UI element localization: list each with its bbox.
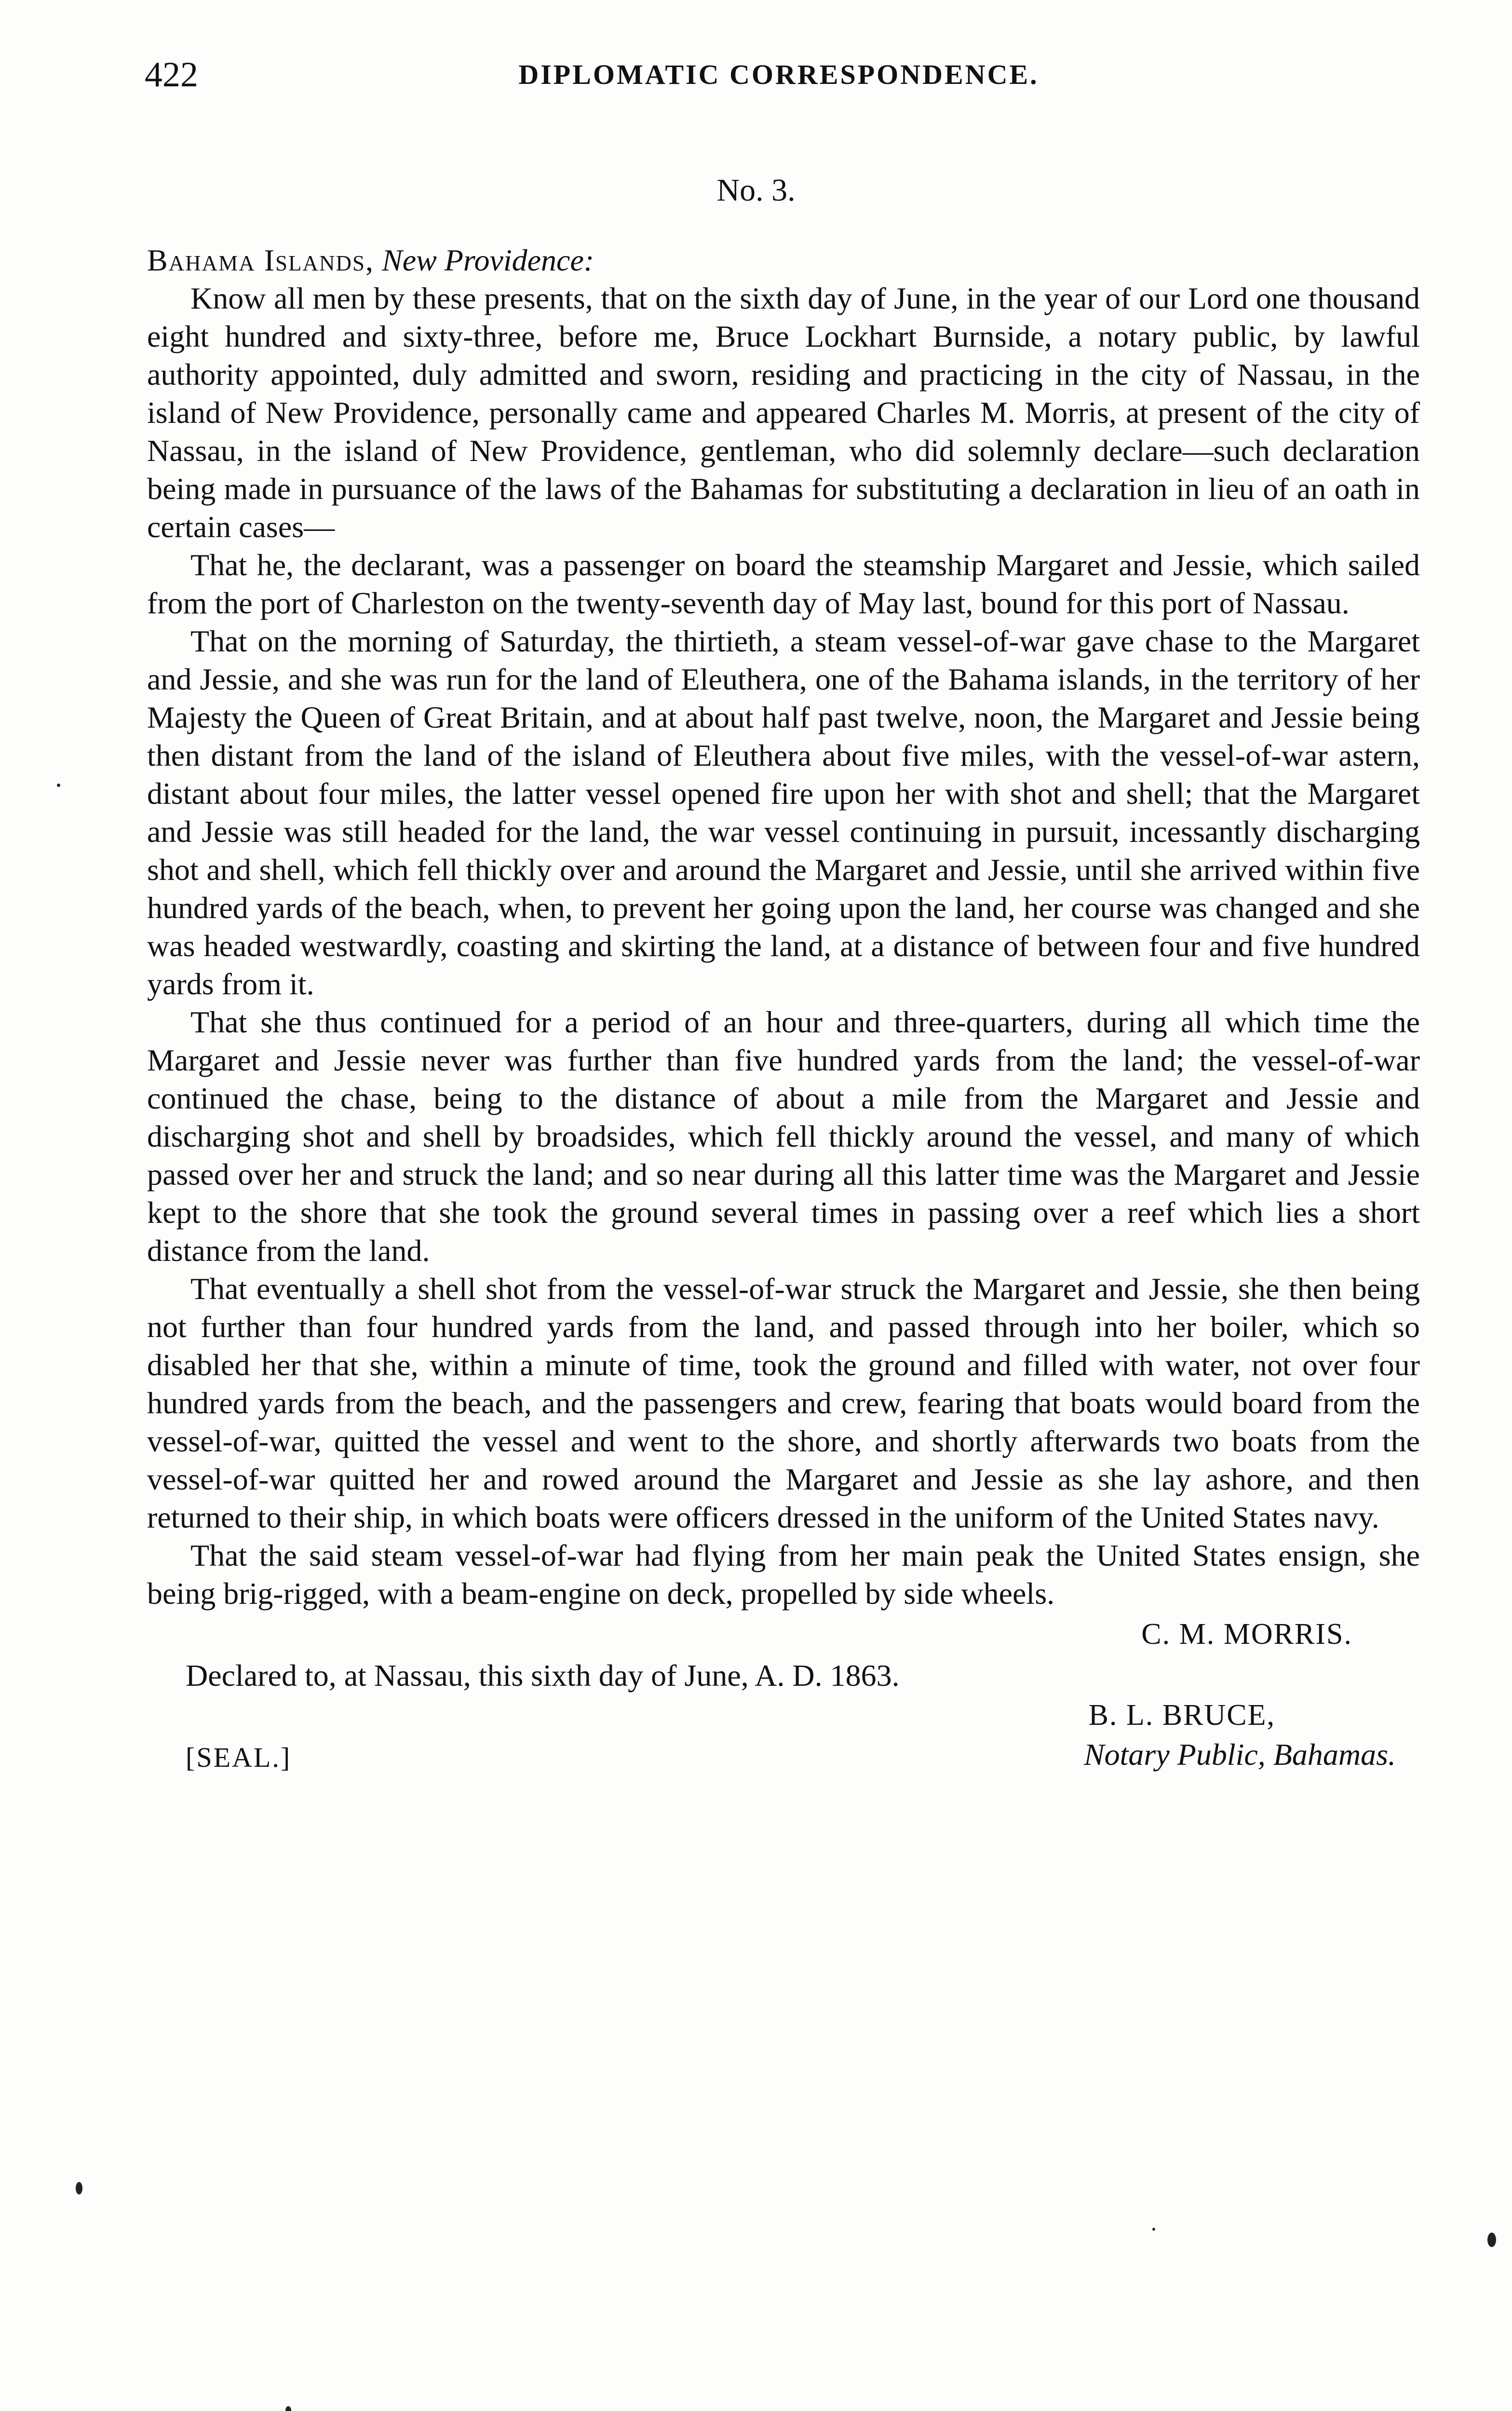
paragraph: That she thus continued for a period of an hour and three-quarters, during all which time the Margaret and Jessie never was further than five hundred yards from the land; the vessel-of-war continued the chase, being to the distance of about a mile from the Margaret and Jessie and discharging shot and shell by broadsides, which fell thickly around the vessel, and many of which passed over her and struck the land; and so near during all this latter time was the Margaret and Jessie kept to the shore that she took the ground several times in passing over a reef which lies a short distance from the land. (147, 1005, 1420, 1268)
paragraph: Know all men by these presents, that on the sixth day of June, in the year of our Lord one thousand eight hundred and sixty-three, before me, Bruce Lockhart Burnside, a notary public, by lawful authority appointed, duly admitted and sworn, residing and practicing in the city of Nassau, in the island of New Providence, personally came and appeared Charles M. Morris, at present of the city of Nassau, in the island of New Providence, gentleman, who did solemnly declare—such declaration being made in pursuance of the laws of the Bahamas for substituting a declaration in lieu of an oath in certain cases— (147, 281, 1420, 544)
scan-speck (1487, 2233, 1496, 2247)
notary-name: B. L. BRUCE, (1088, 1699, 1275, 1732)
declaration-line: Declared to, at Nassau, this sixth day of June, A. D. 1863. (186, 1658, 900, 1693)
paragraph: That eventually a shell shot from the vessel-of-war struck the Margaret and Jessie, she then being not further than four hundred yards from the land, and passed through into her boiler, which so disabled her that she, within a minute of time, took the ground and filled with water, not over four hundred yards from the beach, and the passengers and crew, fearing that boats would board from the vessel-of-war, quitted the vessel and went to the shore, and shortly afterwards two boats from the vessel-of-war quitted her and rowed around the Margaret and Jessie as she lay ashore, and then returned to their ship, in which boats were officers dressed in the uniform of the United States navy. (147, 1272, 1420, 1534)
place-line (147, 241, 1420, 279)
declarant-signature: C. M. MORRIS. (1141, 1618, 1352, 1651)
paragraph: That on the morning of Saturday, the thirtieth, a steam vessel-of-war gave chase to the Margaret and Jessie, and she was run for the land of Eleuthera, one of the Bahama islands, in the territory of her Majesty the Queen of Great Britain, and at about half past twelve, noon, the Margaret and Jessie being then distant from the land of the island of Eleuthera about five miles, with the vessel-of-war astern, distant about four miles, the latter vessel opened fire upon her with shot and shell; that the Margaret and Jessie was still headed for the land, the war vessel continuing in pursuit, incessantly discharging shot and shell, which fell thickly over and around the Margaret and Jessie, until she arrived within five hundred yards of the beach, when, to prevent her going upon the land, her course was changed and she was headed westwardly, coasting and skirting the land, at a distance of between four and five hundred yards from it. (147, 624, 1420, 1001)
scan-speck (285, 2406, 291, 2411)
page-heading: DIPLOMATIC CORRESPONDENCE. (518, 59, 1039, 90)
running-head (145, 46, 1413, 104)
place-subname: New Providence: (382, 243, 594, 277)
notary-title: Notary Public, Bahamas. (1083, 1737, 1396, 1772)
page-number: 422 (145, 55, 198, 95)
place-name: Bahama Islands, (147, 243, 375, 277)
seal-mark: [SEAL.] (186, 1742, 292, 1773)
scan-speck (57, 784, 60, 787)
notary-block (147, 1695, 1420, 1777)
document-number: No. 3. (716, 173, 796, 208)
paragraph: That he, the declarant, was a passenger on board the steamship Margaret and Jessie, which sailed from the port of Charleston on the twenty-seventh day of May last, bound for this port of Nassau. (147, 548, 1420, 620)
paragraph: That the said steam vessel-of-war had flying from her main peak the United States ensign, she being brig-rigged, with a beam-engine on deck, propelled by side wheels. (147, 1538, 1420, 1611)
document-body (147, 241, 1420, 1777)
scan-speck (1152, 2228, 1155, 2231)
scan-speck (76, 2182, 82, 2194)
